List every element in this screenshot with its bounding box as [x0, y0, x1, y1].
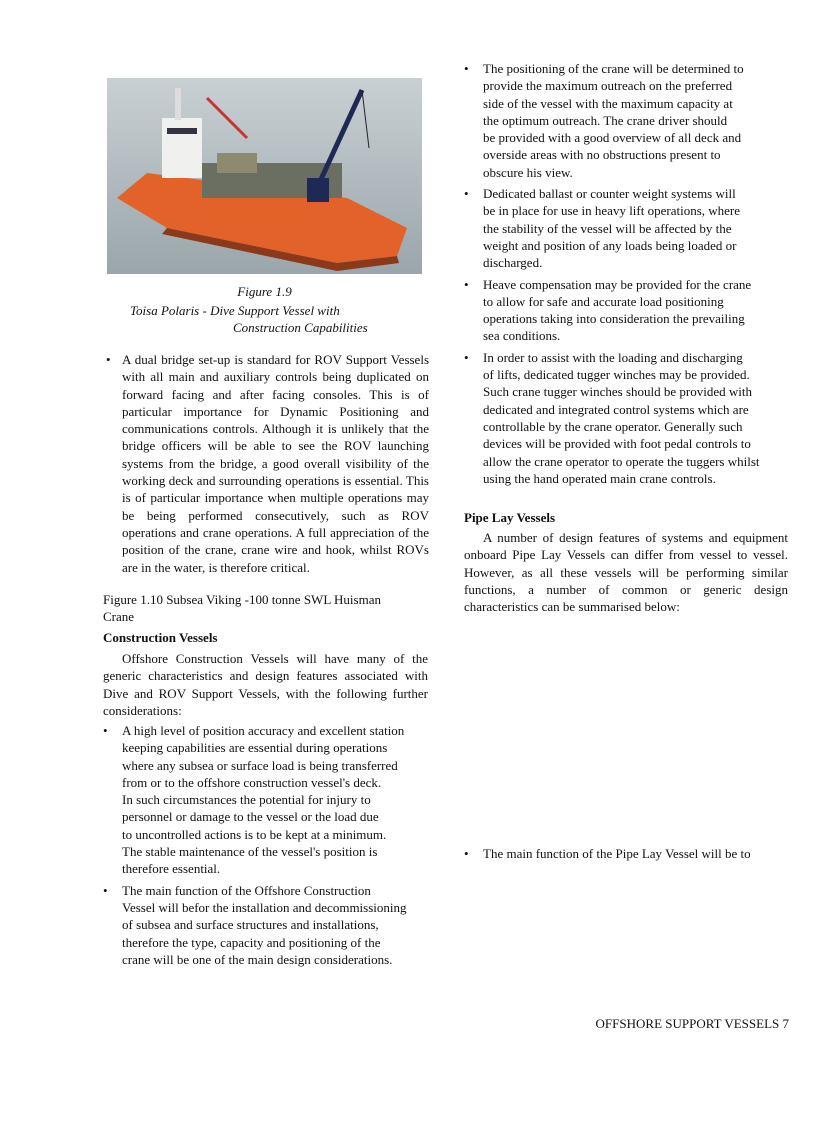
crane-bullet-list: [464, 60, 794, 487]
figure-1-10-caption: Figure 1.10 Subsea Viking -100 tonne SWL Huisman Crane: [103, 592, 381, 625]
bullet-icon: •: [106, 352, 111, 367]
figure-1-9-label: Figure 1.9: [237, 284, 292, 299]
list-item: [464, 349, 794, 487]
bullet-icon: •: [464, 276, 469, 292]
bullet-text: A dual bridge set-up is standard for ROV Support Vessels with all main and auxiliary controls being duplicated on forward facing and after facing consoles. This is of particular importance for Dynamic Positioning and communications controls. Although it is unlikely that the bridge officers will be able to see the ROV launching systems from the bridge, a good overall visibility of the working deck and surrounding operations is essential. This is of particular importance when multiple operations may be being performed consecutively, such as ROV operations and crane operations. A full appreciation of the position of the crane, crane wire and hook, whilst ROVs are in the water, is therefore critical.: [122, 352, 429, 575]
bullet-icon: •: [103, 723, 108, 738]
bullet-text: Dedicated ballast or counter weight systems will be in place for use in heavy lift operations, where the stability of the vessel will be affected by the weight and position of any loads being loaded or discharged.: [483, 186, 741, 271]
bullet-icon: •: [464, 61, 469, 76]
page-footer: OFFSHORE SUPPORT VESSELS 7: [595, 1016, 789, 1031]
construction-intro: Offshore Construction Vessels will have many of the generic characteristics and design features associated with Dive and ROV Support Vessels, with the following further considerations:: [103, 651, 428, 718]
list-item: [464, 185, 794, 271]
construction-vessels-heading: Construction Vessels: [103, 630, 218, 645]
bullet-icon: •: [103, 882, 108, 898]
pipe-lay-intro: A number of design features of systems and equipment onboard Pipe Lay Vessels can differ from vessel to vessel. However, as all these vessels will be performing similar functions, a number of common or generic design characteristics can be summarised below:: [464, 530, 788, 615]
bullet-text: Heave compensation may be provided for the crane to allow for safe and accurate load positioning operations taking into consideration the prevailing sea conditions.: [483, 276, 752, 344]
list-item: [103, 722, 438, 878]
bullet-text: The positioning of the crane will be determined to provide the maximum outreach on the preferred side of the vessel with the maximum capacity at the optimum outreach. The crane driver should be provided with a good overview of all deck and overside areas with no obstructions present to obscure his view.: [483, 61, 744, 180]
bullet-text: A high level of position accuracy and excellent station keeping capabilities are essential during operations where any subsea or surface load is being transferred from or to the offshore construction vessel's deck. In such circumstances the potential for injury to personnel or damage to the vessel or the load due to uncontrolled actions is to be kept at a minimum. The stable maintenance of the vessel's position is therefore essential.: [122, 723, 405, 877]
bullet-icon: •: [464, 845, 469, 861]
figure-1-9-caption-line2: Construction Capabilities: [233, 320, 368, 335]
dual-bridge-bullet: [104, 351, 429, 576]
list-item: [464, 845, 813, 862]
bullet-icon: •: [464, 186, 469, 202]
bullet-text: The main function of the Pipe Lay Vessel will be to: [483, 845, 751, 861]
bullet-text: The main function of the Offshore Construction Vessel will befor the installation and decommissioning of subsea and surface structures and installations, therefore the type, capacity and positioning of the crane will be one of the main design considerations.: [122, 882, 407, 967]
list-item: [103, 882, 438, 968]
bullet-icon: •: [464, 349, 469, 365]
bullet-text: In order to assist with the loading and discharging of lifts, dedicated tugger winches may be provided. Such crane tugger winches should be provided with dedicated and integrated control systems which are controllable by the crane operator. Generally such devices will be provided with foot pedal controls to allow the crane operator to operate the tuggers whilst using the hand operated main crane controls.: [483, 349, 760, 486]
pipe-lay-vessels-heading: Pipe Lay Vessels: [464, 510, 556, 525]
construction-bullet-list: [103, 722, 438, 968]
vessel-photo: [107, 78, 422, 274]
list-item: [464, 60, 794, 181]
list-item: [464, 276, 794, 345]
figure-1-9-caption-line1: Toisa Polaris - Dive Support Vessel with: [130, 303, 340, 318]
